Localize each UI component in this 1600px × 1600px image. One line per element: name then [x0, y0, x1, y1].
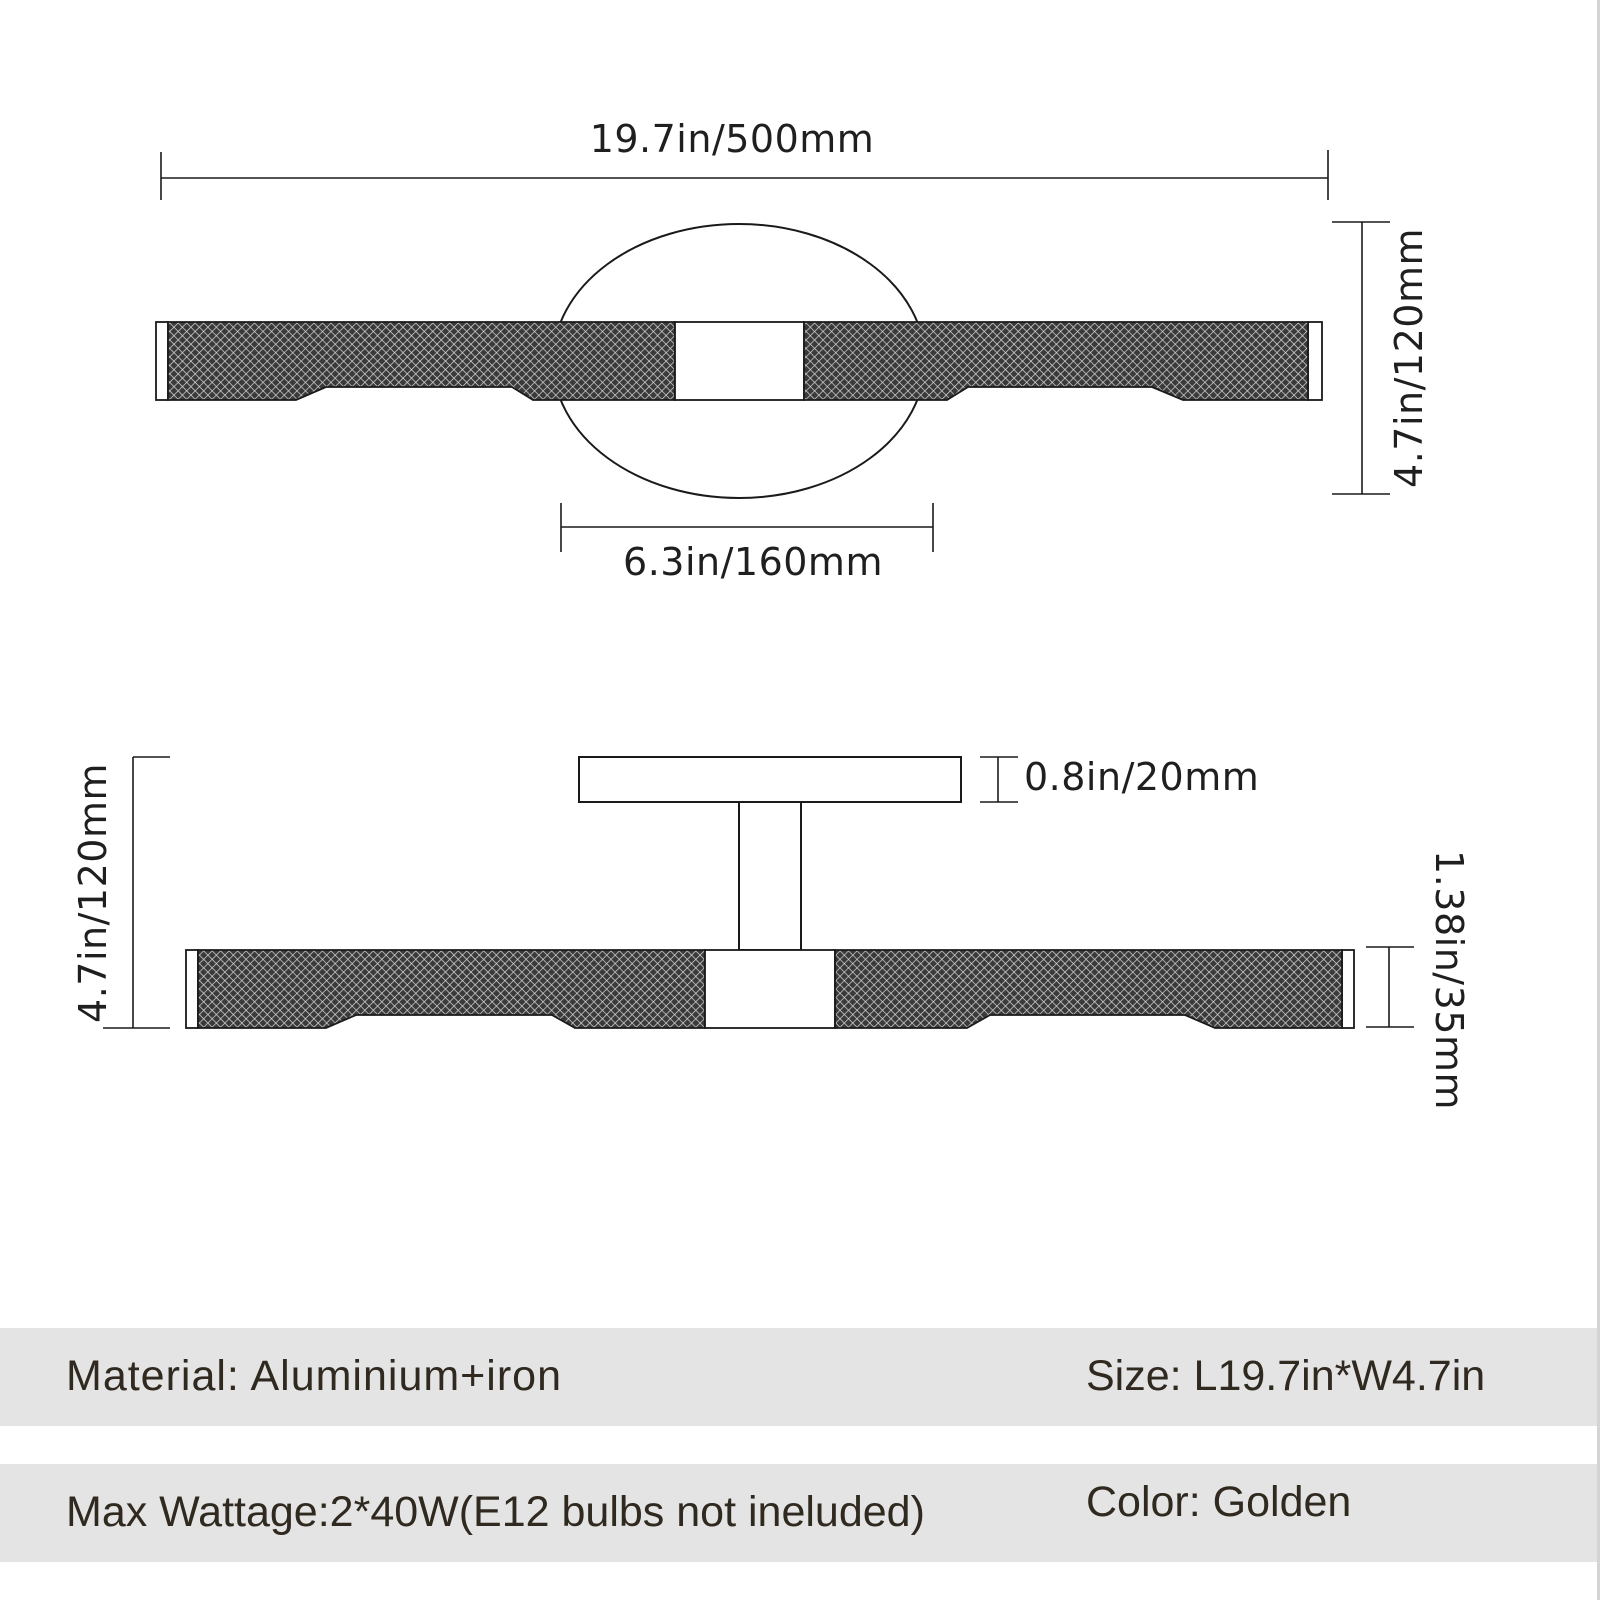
canopy-plate — [579, 757, 961, 802]
left-end-cap — [156, 322, 168, 400]
bar-height-dimension — [1366, 947, 1414, 1027]
top-height-label: 4.7in/120mm — [1387, 228, 1431, 488]
canopy-thickness-dimension — [980, 757, 1018, 802]
side-bar-right — [835, 950, 1342, 1028]
size-spec: Size: L19.7in*W4.7in — [1086, 1352, 1486, 1400]
top-bar-left — [168, 322, 675, 400]
side-right-end-cap — [1342, 950, 1354, 1028]
bar-height-label: 1.38in/35mm — [1427, 850, 1471, 1110]
right-end-cap — [1308, 322, 1322, 400]
side-view — [71, 755, 1471, 1110]
top-height-dimension — [1332, 222, 1390, 494]
canopy-thickness-label: 0.8in/20mm — [1024, 755, 1260, 799]
side-bar-center-block — [705, 950, 835, 1028]
side-bar-left — [198, 950, 705, 1028]
stem — [739, 802, 801, 950]
top-view — [156, 117, 1431, 584]
side-height-label: 4.7in/120mm — [71, 763, 115, 1023]
top-bar-center-block — [675, 322, 804, 400]
material-spec: Material: Aluminium+iron — [66, 1352, 562, 1400]
side-left-end-cap — [186, 950, 198, 1028]
canopy-width-label: 6.3in/160mm — [623, 540, 883, 584]
color-spec: Color: Golden — [1086, 1478, 1352, 1526]
wattage-spec: Max Wattage:2*40W(E12 bulbs not ineluded) — [66, 1488, 925, 1536]
top-bar-right — [804, 322, 1308, 400]
total-length-label: 19.7in/500mm — [589, 117, 875, 161]
